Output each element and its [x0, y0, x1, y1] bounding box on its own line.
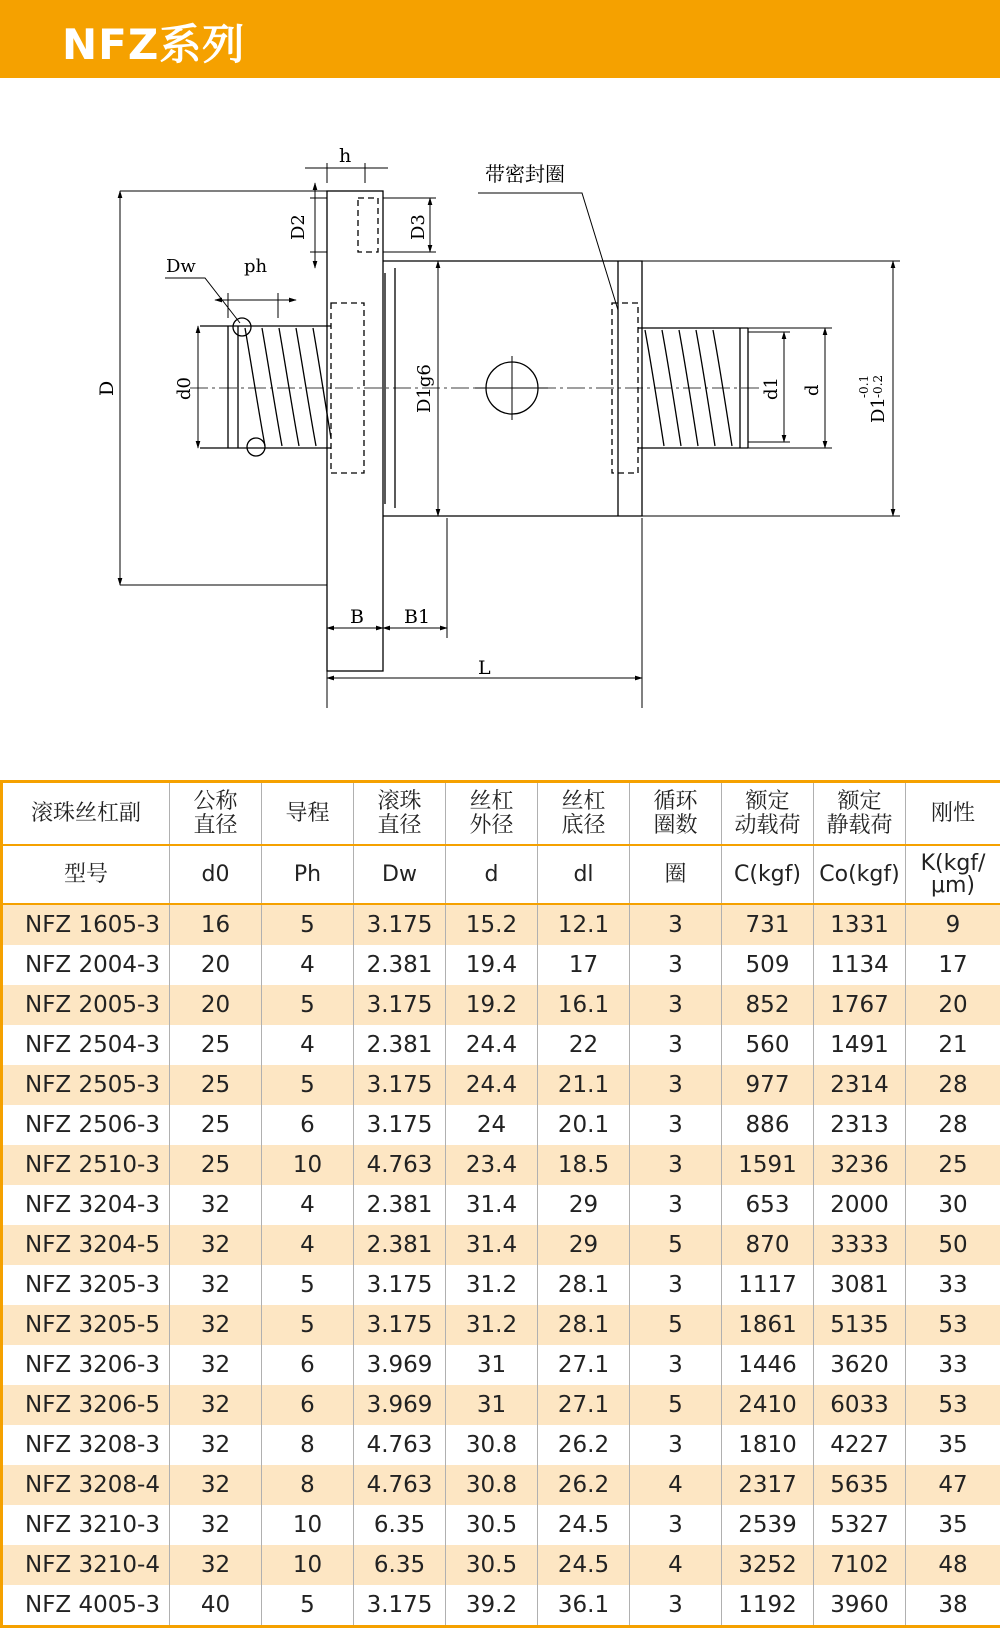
value-cell: 25	[170, 1065, 262, 1105]
value-cell: 30.5	[446, 1545, 538, 1585]
model-cell: NFZ 2510-3	[2, 1145, 170, 1185]
value-cell: 2.381	[354, 1185, 446, 1225]
ball-top	[233, 318, 251, 336]
value-cell: 9	[906, 904, 1000, 945]
value-cell: 3.175	[354, 1305, 446, 1345]
header-text: Co(kgf)	[814, 864, 905, 886]
value-cell: 2410	[722, 1385, 814, 1425]
value-cell: 560	[722, 1025, 814, 1065]
dim-label-d: d	[802, 384, 823, 396]
value-cell: 17	[538, 945, 630, 985]
header-banner	[0, 0, 1000, 78]
value-cell: 3.175	[354, 1105, 446, 1145]
value-cell: 1134	[814, 945, 906, 985]
value-cell: 32	[170, 1345, 262, 1385]
dim-label-D3: D3	[408, 214, 429, 240]
header-text: 滚珠	[354, 790, 445, 814]
value-cell: 31.4	[446, 1225, 538, 1265]
value-cell: 6	[262, 1105, 354, 1145]
value-cell: 27.1	[538, 1345, 630, 1385]
dim-label-ph: ph	[244, 256, 268, 277]
ball-screw-technical-drawing	[0, 78, 1000, 768]
value-cell: 5635	[814, 1465, 906, 1505]
flange-outline	[327, 191, 383, 671]
value-cell: 4.763	[354, 1465, 446, 1505]
header-text: 动载荷	[722, 814, 813, 838]
value-cell: 4	[262, 1185, 354, 1225]
value-cell: 3.175	[354, 985, 446, 1025]
dim-label-d0: d0	[174, 377, 195, 400]
value-cell: 3	[630, 1505, 722, 1545]
value-cell: 2.381	[354, 1225, 446, 1265]
dim-label-d1: d1	[761, 377, 782, 400]
value-cell: 3	[630, 985, 722, 1025]
value-cell: 31	[446, 1345, 538, 1385]
table-row	[2, 1065, 1000, 1105]
value-cell: 977	[722, 1065, 814, 1105]
value-cell: 5	[262, 985, 354, 1025]
value-cell: 10	[262, 1145, 354, 1185]
value-cell: 10	[262, 1545, 354, 1585]
value-cell: 15.2	[446, 904, 538, 945]
value-cell: 1810	[722, 1425, 814, 1465]
value-cell: 24	[446, 1105, 538, 1145]
value-cell: 1192	[722, 1585, 814, 1627]
value-cell: 28.1	[538, 1305, 630, 1345]
value-cell: 3	[630, 1265, 722, 1305]
value-cell: 1117	[722, 1265, 814, 1305]
value-cell: 33	[906, 1265, 1000, 1305]
value-cell: 3.969	[354, 1345, 446, 1385]
value-cell: 26.2	[538, 1425, 630, 1465]
header-cell-bottom-5	[538, 845, 630, 904]
value-cell: 3	[630, 1145, 722, 1185]
page-title: NFZ系列	[62, 12, 245, 72]
value-cell: 6033	[814, 1385, 906, 1425]
header-text: 导程	[262, 802, 353, 826]
value-cell: 4	[262, 1225, 354, 1265]
header-cell-top-8	[814, 782, 906, 846]
model-cell: NFZ 1605-3	[2, 904, 170, 945]
value-cell: 3.969	[354, 1385, 446, 1425]
table-row	[2, 1425, 1000, 1465]
value-cell: 32	[170, 1265, 262, 1305]
dim-label-L: L	[478, 657, 491, 679]
value-cell: 35	[906, 1425, 1000, 1465]
value-cell: 5	[630, 1305, 722, 1345]
value-cell: 1767	[814, 985, 906, 1025]
model-cell: NFZ 3206-5	[2, 1385, 170, 1425]
value-cell: 4	[262, 945, 354, 985]
header-text: 直径	[354, 814, 445, 838]
spec-table	[0, 780, 1000, 1628]
value-cell: 20	[906, 985, 1000, 1025]
value-cell: 2539	[722, 1505, 814, 1545]
table-row	[2, 1025, 1000, 1065]
table-row	[2, 1265, 1000, 1305]
header-cell-bottom-7	[722, 845, 814, 904]
header-cell-bottom-8	[814, 845, 906, 904]
header-cell-bottom-4	[446, 845, 538, 904]
table-row	[2, 1105, 1000, 1145]
header-text: d	[446, 864, 537, 886]
table-row	[2, 1385, 1000, 1425]
model-cell: NFZ 3206-3	[2, 1345, 170, 1385]
value-cell: 3	[630, 904, 722, 945]
value-cell: 47	[906, 1465, 1000, 1505]
value-cell: 3.175	[354, 1065, 446, 1105]
header-text: 外径	[446, 814, 537, 838]
model-cell: NFZ 2505-3	[2, 1065, 170, 1105]
model-cell: NFZ 3210-3	[2, 1505, 170, 1545]
value-cell: 3333	[814, 1225, 906, 1265]
header-text: 丝杠	[538, 790, 629, 814]
value-cell: 28	[906, 1065, 1000, 1105]
value-cell: 4	[262, 1025, 354, 1065]
value-cell: 4.763	[354, 1145, 446, 1185]
header-cell-top-1	[170, 782, 262, 846]
tolerance-lower: -0.2	[871, 375, 885, 398]
value-cell: 3.175	[354, 1585, 446, 1627]
value-cell: 25	[906, 1145, 1000, 1185]
dim-label-Dw: Dw	[166, 256, 196, 277]
header-row-bottom	[2, 845, 1000, 904]
value-cell: 19.4	[446, 945, 538, 985]
value-cell: 4	[630, 1465, 722, 1505]
model-cell: NFZ 3210-4	[2, 1545, 170, 1585]
table-row	[2, 1465, 1000, 1505]
header-cell-top-3	[354, 782, 446, 846]
dim-label-B: B	[350, 606, 364, 628]
header-row-top	[2, 782, 1000, 846]
value-cell: 21	[906, 1025, 1000, 1065]
value-cell: 731	[722, 904, 814, 945]
value-cell: 5	[630, 1225, 722, 1265]
value-cell: 24.5	[538, 1505, 630, 1545]
value-cell: 32	[170, 1305, 262, 1345]
value-cell: 32	[170, 1185, 262, 1225]
dim-label-D1: D1	[868, 397, 889, 423]
value-cell: 53	[906, 1385, 1000, 1425]
header-text: dl	[538, 864, 629, 886]
value-cell: 3	[630, 1065, 722, 1105]
value-cell: 28	[906, 1105, 1000, 1145]
header-cell-top-4	[446, 782, 538, 846]
value-cell: 31.4	[446, 1185, 538, 1225]
value-cell: 3236	[814, 1145, 906, 1185]
value-cell: 31	[446, 1385, 538, 1425]
value-cell: 26.2	[538, 1465, 630, 1505]
header-text: d0	[170, 864, 261, 886]
dim-label-D2: D2	[288, 214, 309, 240]
value-cell: 5135	[814, 1305, 906, 1345]
header-cell-bottom-2	[262, 845, 354, 904]
header-text: 滚珠丝杠副	[3, 802, 169, 826]
model-cell: NFZ 2005-3	[2, 985, 170, 1025]
model-cell: NFZ 3208-3	[2, 1425, 170, 1465]
value-cell: 27.1	[538, 1385, 630, 1425]
value-cell: 16	[170, 904, 262, 945]
header-text: 刚性	[906, 802, 1000, 826]
value-cell: 3960	[814, 1585, 906, 1627]
value-cell: 6	[262, 1345, 354, 1385]
header-cell-top-6	[630, 782, 722, 846]
value-cell: 4227	[814, 1425, 906, 1465]
value-cell: 12.1	[538, 904, 630, 945]
table-row	[2, 985, 1000, 1025]
header-cell-bottom-3	[354, 845, 446, 904]
header-text: 丝杠	[446, 790, 537, 814]
dim-label-B1: B1	[404, 606, 430, 628]
value-cell: 3252	[722, 1545, 814, 1585]
model-cell: NFZ 2506-3	[2, 1105, 170, 1145]
table-row	[2, 1185, 1000, 1225]
value-cell: 32	[170, 1465, 262, 1505]
table-body	[2, 904, 1000, 1627]
value-cell: 24.4	[446, 1065, 538, 1105]
header-text: 型号	[3, 864, 169, 886]
value-cell: 29	[538, 1225, 630, 1265]
value-cell: 21.1	[538, 1065, 630, 1105]
dim-label-h: h	[339, 145, 351, 167]
header-text: K(kgf/	[906, 853, 1000, 875]
screw-thread-left	[245, 328, 331, 446]
value-cell: 48	[906, 1545, 1000, 1585]
header-text: 静载荷	[814, 814, 905, 838]
value-cell: 19.2	[446, 985, 538, 1025]
value-cell: 24.5	[538, 1545, 630, 1585]
value-cell: 7102	[814, 1545, 906, 1585]
header-text: C(kgf)	[722, 864, 813, 886]
value-cell: 33	[906, 1345, 1000, 1385]
value-cell: 870	[722, 1225, 814, 1265]
value-cell: 3	[630, 1585, 722, 1627]
table-row	[2, 1505, 1000, 1545]
value-cell: 3	[630, 1025, 722, 1065]
value-cell: 25	[170, 1105, 262, 1145]
value-cell: 4.763	[354, 1425, 446, 1465]
value-cell: 32	[170, 1545, 262, 1585]
model-cell: NFZ 3205-3	[2, 1265, 170, 1305]
value-cell: 3	[630, 1345, 722, 1385]
value-cell: 32	[170, 1385, 262, 1425]
value-cell: 3	[630, 1425, 722, 1465]
header-cell-bottom-6	[630, 845, 722, 904]
value-cell: 31.2	[446, 1305, 538, 1345]
value-cell: 16.1	[538, 985, 630, 1025]
value-cell: 5	[262, 1265, 354, 1305]
header-text: 额定	[814, 790, 905, 814]
value-cell: 50	[906, 1225, 1000, 1265]
value-cell: 509	[722, 945, 814, 985]
value-cell: 17	[906, 945, 1000, 985]
header-cell-top-2	[262, 782, 354, 846]
value-cell: 32	[170, 1505, 262, 1545]
value-cell: 10	[262, 1505, 354, 1545]
table-row	[2, 1225, 1000, 1265]
value-cell: 5	[262, 1585, 354, 1627]
value-cell: 2314	[814, 1065, 906, 1105]
value-cell: 30.8	[446, 1465, 538, 1505]
value-cell: 1861	[722, 1305, 814, 1345]
value-cell: 20.1	[538, 1105, 630, 1145]
value-cell: 30.5	[446, 1505, 538, 1545]
value-cell: 30	[906, 1185, 1000, 1225]
value-cell: 31.2	[446, 1265, 538, 1305]
header-cell-top-9	[906, 782, 1000, 846]
table-row	[2, 1345, 1000, 1385]
value-cell: 3	[630, 945, 722, 985]
value-cell: 22	[538, 1025, 630, 1065]
value-cell: 852	[722, 985, 814, 1025]
table-row	[2, 904, 1000, 945]
value-cell: 32	[170, 1225, 262, 1265]
value-cell: 32	[170, 1425, 262, 1465]
value-cell: 20	[170, 985, 262, 1025]
value-cell: 2313	[814, 1105, 906, 1145]
value-cell: 5	[262, 1305, 354, 1345]
dim-label-D1g6: D1g6	[414, 364, 435, 413]
header-text: 额定	[722, 790, 813, 814]
value-cell: 1331	[814, 904, 906, 945]
value-cell: 18.5	[538, 1145, 630, 1185]
value-cell: 53	[906, 1305, 1000, 1345]
value-cell: 40	[170, 1585, 262, 1627]
header-cell-bottom-9	[906, 845, 1000, 904]
value-cell: 8	[262, 1425, 354, 1465]
header-text: Ph	[262, 864, 353, 886]
table-row	[2, 1585, 1000, 1627]
model-cell: NFZ 2004-3	[2, 945, 170, 985]
value-cell: 5	[262, 904, 354, 945]
header-text: μm)	[906, 875, 1000, 897]
value-cell: 5327	[814, 1505, 906, 1545]
value-cell: 2000	[814, 1185, 906, 1225]
header-text: 直径	[170, 814, 261, 838]
value-cell: 39.2	[446, 1585, 538, 1627]
value-cell: 3081	[814, 1265, 906, 1305]
value-cell: 3	[630, 1105, 722, 1145]
header-text: 圈数	[630, 814, 721, 838]
table-row	[2, 1305, 1000, 1345]
value-cell: 2.381	[354, 945, 446, 985]
value-cell: 1491	[814, 1025, 906, 1065]
value-cell: 24.4	[446, 1025, 538, 1065]
value-cell: 20	[170, 945, 262, 985]
header-cell-bottom-0	[2, 845, 170, 904]
value-cell: 6	[262, 1385, 354, 1425]
value-cell: 653	[722, 1185, 814, 1225]
value-cell: 1446	[722, 1345, 814, 1385]
model-cell: NFZ 3204-3	[2, 1185, 170, 1225]
model-cell: NFZ 2504-3	[2, 1025, 170, 1065]
value-cell: 2.381	[354, 1025, 446, 1065]
value-cell: 25	[170, 1145, 262, 1185]
value-cell: 6.35	[354, 1545, 446, 1585]
value-cell: 2317	[722, 1465, 814, 1505]
value-cell: 28.1	[538, 1265, 630, 1305]
header-cell-top-0	[2, 782, 170, 846]
ball-bottom	[247, 438, 265, 456]
value-cell: 29	[538, 1185, 630, 1225]
value-cell: 8	[262, 1465, 354, 1505]
model-cell: NFZ 3208-4	[2, 1465, 170, 1505]
seal-label: 带密封圈	[485, 162, 565, 186]
value-cell: 4	[630, 1545, 722, 1585]
value-cell: 886	[722, 1105, 814, 1145]
value-cell: 36.1	[538, 1585, 630, 1627]
header-text: Dw	[354, 864, 445, 886]
dim-label-D: D	[96, 381, 118, 396]
value-cell: 3.175	[354, 904, 446, 945]
header-cell-top-7	[722, 782, 814, 846]
value-cell: 1591	[722, 1145, 814, 1185]
header-text: 圈	[630, 864, 721, 886]
value-cell: 6.35	[354, 1505, 446, 1545]
header-text: 循环	[630, 790, 721, 814]
header-text: 底径	[538, 814, 629, 838]
table-row	[2, 1145, 1000, 1185]
value-cell: 38	[906, 1585, 1000, 1627]
header-cell-bottom-1	[170, 845, 262, 904]
value-cell: 3620	[814, 1345, 906, 1385]
value-cell: 25	[170, 1025, 262, 1065]
model-cell: NFZ 3204-5	[2, 1225, 170, 1265]
value-cell: 3	[630, 1185, 722, 1225]
table-row	[2, 945, 1000, 985]
tolerance-upper: -0.1	[857, 375, 871, 398]
header-cell-top-5	[538, 782, 630, 846]
header-text: 公称	[170, 790, 261, 814]
model-cell: NFZ 3205-5	[2, 1305, 170, 1345]
value-cell: 5	[630, 1385, 722, 1425]
model-cell: NFZ 4005-3	[2, 1585, 170, 1627]
value-cell: 3.175	[354, 1265, 446, 1305]
value-cell: 30.8	[446, 1425, 538, 1465]
table-row	[2, 1545, 1000, 1585]
value-cell: 5	[262, 1065, 354, 1105]
value-cell: 35	[906, 1505, 1000, 1545]
value-cell: 23.4	[446, 1145, 538, 1185]
